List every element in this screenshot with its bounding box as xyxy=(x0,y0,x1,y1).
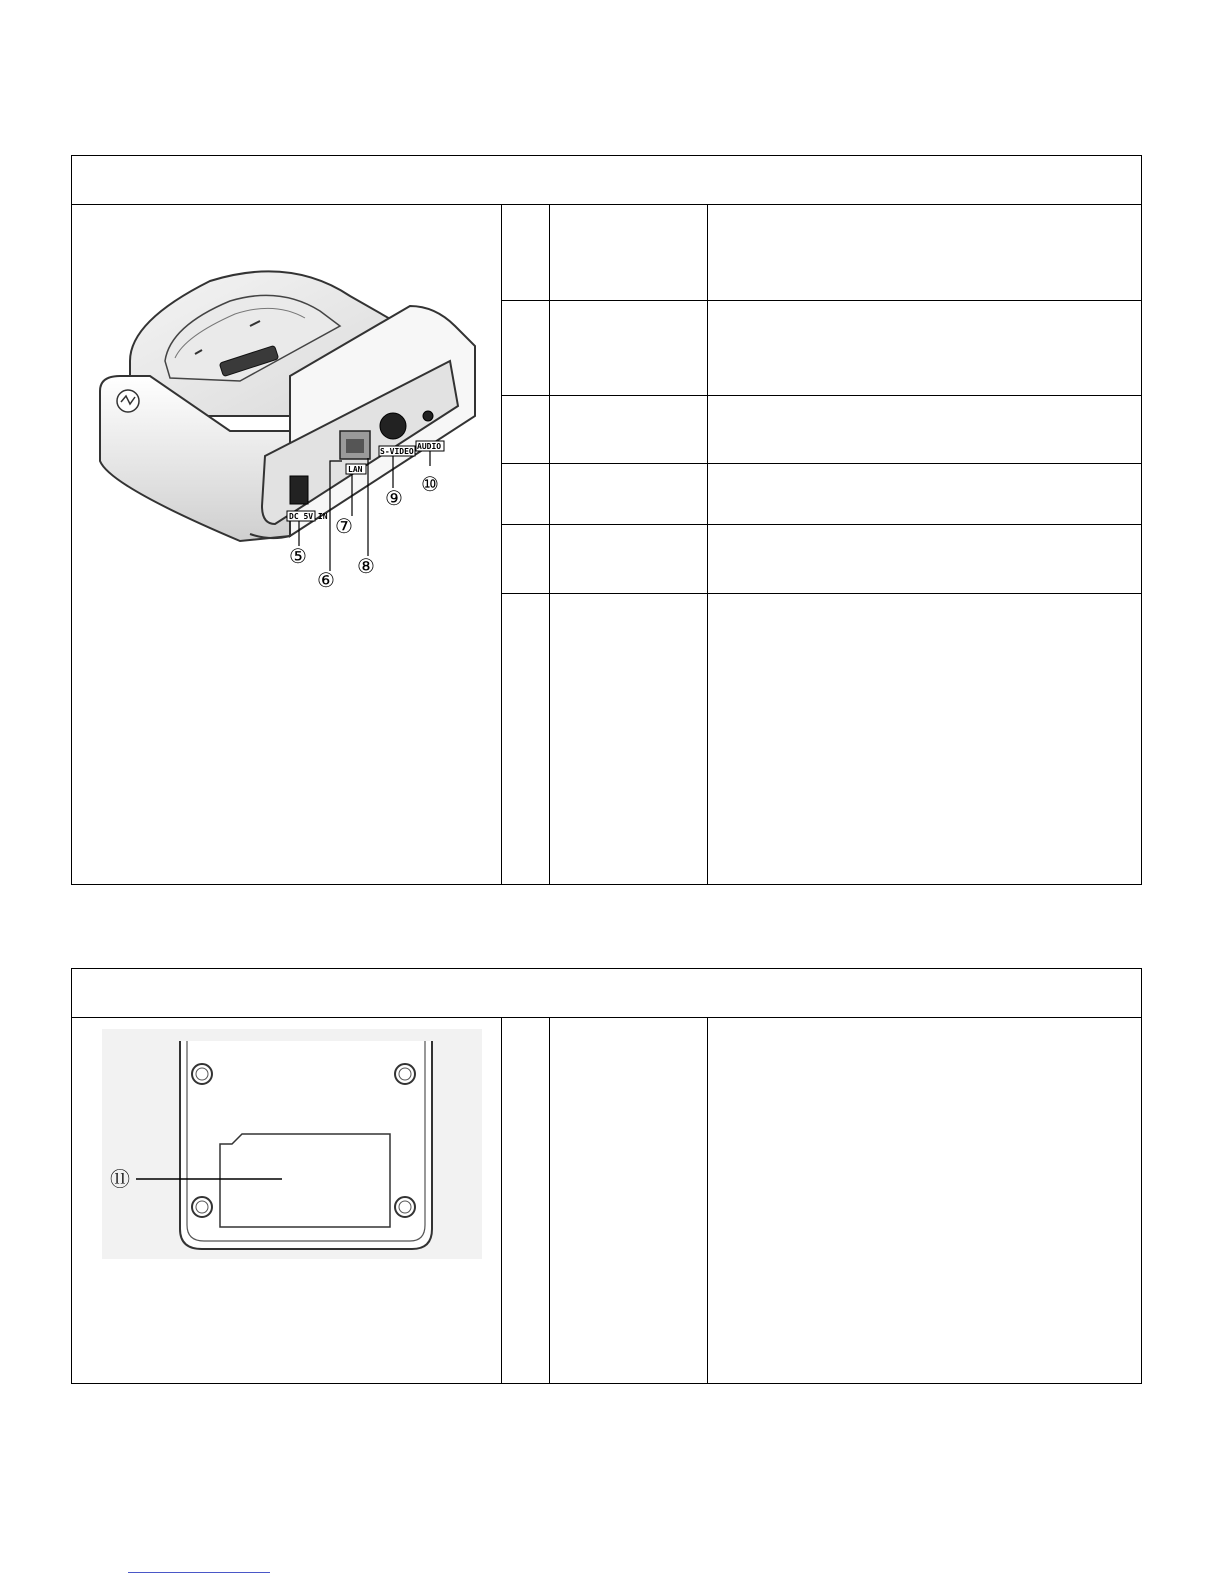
table-row xyxy=(502,465,1142,524)
table-bottom-header xyxy=(72,969,1141,1018)
foot-icon xyxy=(192,1197,212,1217)
table-bottom xyxy=(71,968,1142,1384)
dc-in-port-icon xyxy=(290,476,308,504)
callout-11: ⑪ xyxy=(110,1167,130,1191)
table-row xyxy=(502,302,1142,395)
audio-port-icon xyxy=(423,411,433,421)
foot-icon xyxy=(192,1064,212,1084)
table-row xyxy=(502,206,1142,300)
row-divider xyxy=(501,463,1141,464)
table-top-header xyxy=(72,156,1141,205)
lan-label: LAN xyxy=(348,465,363,474)
table-top xyxy=(71,155,1142,885)
foot-icon xyxy=(395,1197,415,1217)
foot-icon xyxy=(395,1064,415,1084)
dock-bottom-illustration xyxy=(102,1029,482,1259)
callout-6: ⑥ xyxy=(317,568,335,592)
table-row xyxy=(502,1019,1142,1383)
audio-label: AUDIO xyxy=(417,442,442,451)
row-divider xyxy=(501,300,1141,301)
s-video-port-icon xyxy=(380,413,406,439)
row-divider xyxy=(501,395,1141,396)
dc-in-label: DC 5V IN xyxy=(289,512,328,521)
callout-10: ⑩ xyxy=(421,472,439,496)
callout-5: ⑤ xyxy=(289,544,307,568)
callout-8: ⑧ xyxy=(357,554,375,578)
callout-9: ⑨ xyxy=(385,486,403,510)
callout-7: ⑦ xyxy=(335,514,353,538)
row-divider xyxy=(501,524,1141,525)
label-area xyxy=(220,1134,390,1227)
row-divider xyxy=(501,593,1141,594)
table-row xyxy=(502,595,1142,884)
footer-link-underline xyxy=(128,1572,270,1573)
table-row xyxy=(502,526,1142,593)
s-video-label: S-VIDEO xyxy=(380,447,414,456)
table-row xyxy=(502,397,1142,463)
